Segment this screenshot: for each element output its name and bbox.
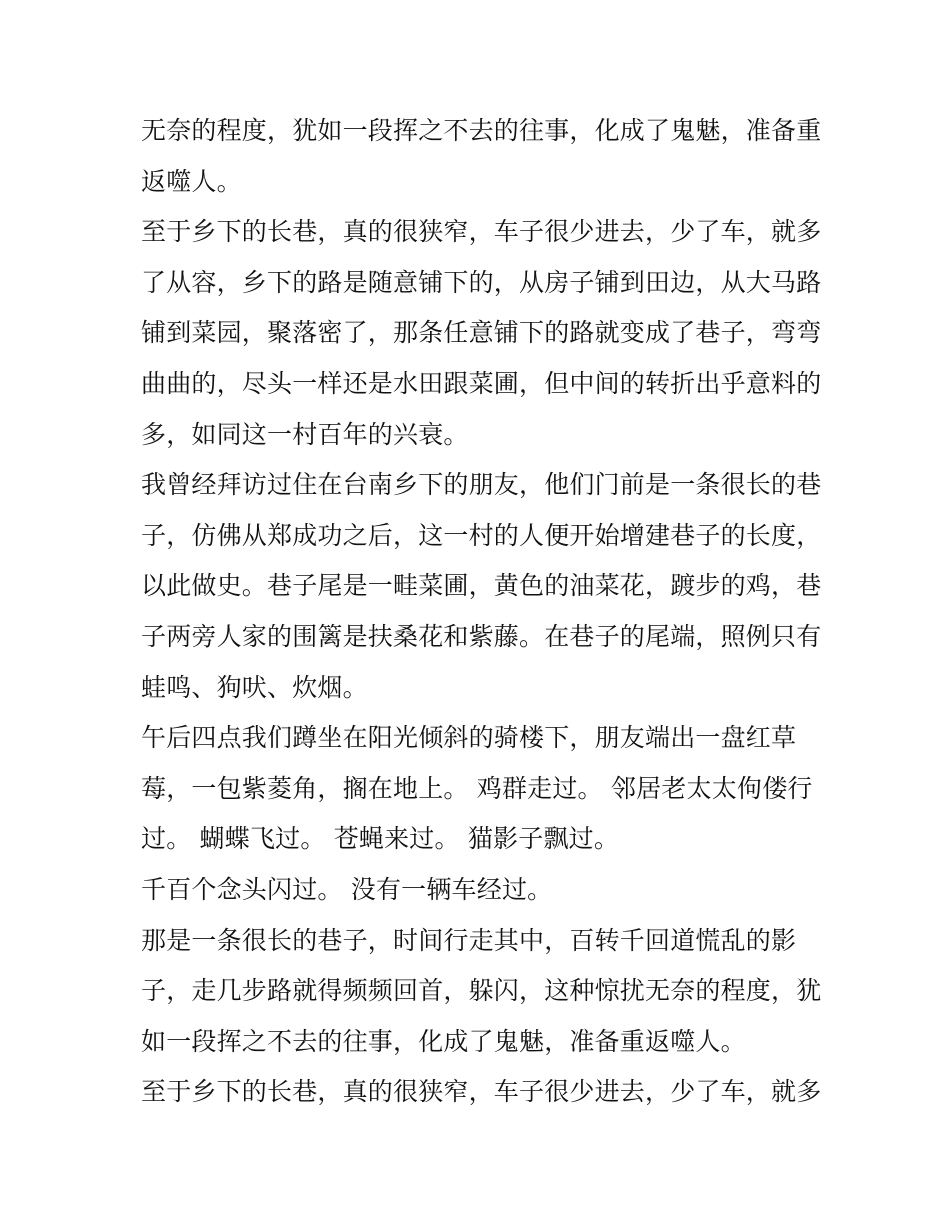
text-line: 如一段挥之不去的往事，化成了鬼魅，准备重返噬人。 xyxy=(141,1026,746,1056)
text-line: 多，如同这一村百年的兴衰。 xyxy=(141,419,469,449)
text-line: 返噬人。 xyxy=(141,166,242,196)
body-text xyxy=(141,106,822,1118)
text-line: 无奈的程度，犹如一段挥之不去的往事，化成了鬼魅，准备重 xyxy=(141,116,822,145)
text-line: 那是一条很长的巷子，时间行走其中，百转千回道慌乱的影 xyxy=(141,925,797,955)
text-line: 千百个念头闪过。 没有一辆车经过。 xyxy=(141,874,553,904)
text-line: 至于乡下的长巷，真的很狭窄，车子很少进去，少了车，就多 xyxy=(141,1077,822,1107)
text-line: 我曾经拜访过住在台南乡下的朋友，他们门前是一条很长的巷 xyxy=(141,470,822,500)
text-line: 以此做史。巷子尾是一畦菜圃，黄色的油菜花，踱步的鸡，巷 xyxy=(141,571,822,601)
text-line: 过。 蝴蝶飞过。 苍蝇来过。 猫影子飘过。 xyxy=(141,824,620,854)
text-line: 蛙鸣、狗吠、炊烟。 xyxy=(141,672,368,702)
text-line: 曲曲的，尽头一样还是水田跟菜圃，但中间的转折出乎意料的 xyxy=(141,368,822,398)
text-line: 子两旁人家的围篱是扶桑花和紫藤。在巷子的尾端，照例只有 xyxy=(141,621,822,651)
text-line: 子，走几步路就得频频回首，躲闪，这种惊扰无奈的程度，犹 xyxy=(141,976,822,1006)
text-line: 午后四点我们蹲坐在阳光倾斜的骑楼下，朋友端出一盘红草 xyxy=(141,723,797,753)
text-line: 至于乡下的长巷，真的很狭窄，车子很少进去，少了车，就多 xyxy=(141,217,822,247)
text-line: 铺到菜园，聚落密了，那条任意铺下的路就变成了巷子，弯弯 xyxy=(141,318,822,348)
text-line: 子，仿佛从郑成功之后，这一村的人便开始增建巷子的长度， xyxy=(141,520,822,550)
text-line: 了从容，乡下的路是随意铺下的，从房子铺到田边，从大马路 xyxy=(141,267,822,297)
text-line: 莓，一包紫菱角，搁在地上。 鸡群走过。 邻居老太太佝偻行 xyxy=(141,773,813,803)
